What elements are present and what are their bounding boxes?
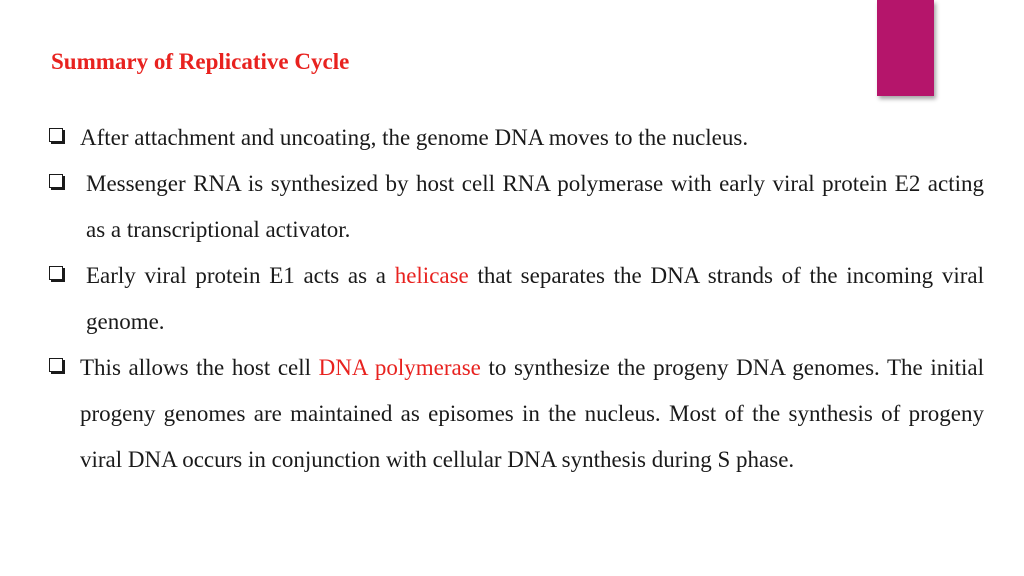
bullet-item (47, 161, 984, 253)
bullet-text-after: that separates the DNA strands of the incoming viral genome. (86, 263, 984, 334)
checkbox-square-icon (49, 174, 63, 188)
bullet-text: Messenger RNA is synthesized by host cell RNA polymerase with early viral protein E2 acting as a transcriptional activator. (86, 171, 984, 242)
slide-title: Summary of Replicative Cycle (51, 49, 350, 74)
bullet-item (47, 115, 984, 161)
bullet-item (47, 345, 984, 483)
checkbox-square-icon (49, 266, 63, 280)
checkbox-square-icon (49, 128, 63, 142)
highlight-helicase: helicase (394, 263, 469, 288)
bullet-text-before: Early viral protein E1 acts as a (86, 263, 395, 288)
bullet-text: After attachment and uncoating, the genome DNA moves to the nucleus. (80, 125, 749, 150)
checkbox-square-icon (49, 358, 63, 372)
accent-bar (877, 0, 934, 96)
highlight-dna-polymerase: DNA polymerase (318, 355, 481, 380)
bullet-text-before: This allows the host cell (80, 355, 319, 380)
bullet-text-after: to synthesize the progeny DNA genomes. The initial progeny genomes are maintained as episomes in the nucleus. Most of the synthesis of progeny viral DNA occurs in conjunction with cellular DNA synthesis during S phase. (80, 355, 985, 472)
bullet-list (47, 115, 984, 483)
bullet-item (47, 253, 984, 345)
